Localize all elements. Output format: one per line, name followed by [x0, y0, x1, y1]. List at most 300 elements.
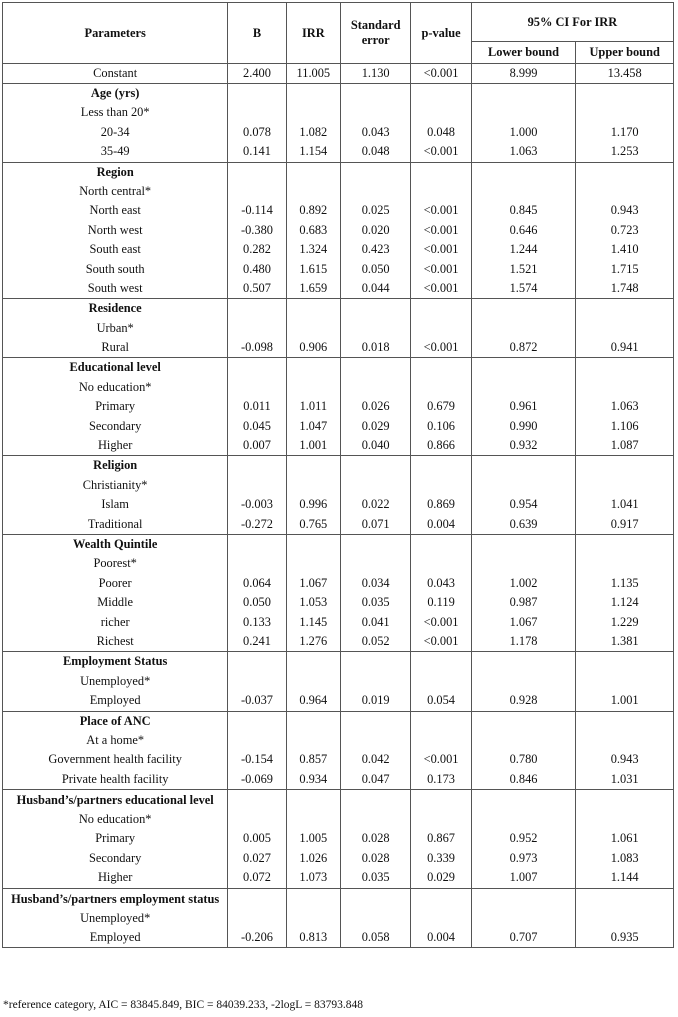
- cell-lower: 1.574: [509, 280, 538, 295]
- cell-upper: [578, 182, 671, 201]
- constant-label: Constant: [3, 64, 228, 84]
- cell-lower: 1.178: [509, 633, 538, 648]
- row-label: Poorest*: [93, 556, 137, 571]
- column-p: [411, 162, 471, 299]
- column-p: [411, 652, 471, 711]
- cell-lower: 0.780: [509, 752, 538, 767]
- column-se: [340, 358, 410, 456]
- cell-irr: [289, 319, 338, 338]
- cell-se: 0.028: [361, 850, 390, 865]
- cell-upper: 1.001: [610, 693, 639, 708]
- cell-lower: 0.987: [509, 595, 538, 610]
- cell-irr: 1.324: [299, 242, 328, 257]
- cell-irr: 1.615: [299, 261, 328, 276]
- cell-p: 0.339: [427, 850, 455, 865]
- group-title: Employment Status: [63, 654, 168, 669]
- cell-b: 0.064: [243, 575, 271, 590]
- row-label: Government health facility: [48, 752, 182, 767]
- cell-b: 0.133: [243, 614, 271, 629]
- group-labels: [3, 162, 228, 299]
- row-label: Unemployed*: [80, 910, 151, 925]
- cell-irr: 1.145: [299, 614, 328, 629]
- column-b: [228, 299, 286, 358]
- cell-b: 0.050: [243, 595, 271, 610]
- cell-irr: 1.053: [299, 595, 328, 610]
- cell-lower: 0.928: [509, 693, 538, 708]
- variable-group: [3, 711, 674, 790]
- variable-group: [3, 888, 674, 948]
- group-title: Residence: [88, 301, 142, 316]
- column-upper: [576, 534, 674, 651]
- column-lower: [471, 534, 576, 651]
- cell-se: [343, 672, 408, 691]
- cell-b: -0.037: [240, 693, 273, 708]
- column-se: [340, 162, 410, 299]
- row-label: Richest: [96, 633, 134, 648]
- cell-lower: 0.952: [509, 831, 538, 846]
- cell-b: -0.069: [240, 771, 273, 786]
- row-label: No education*: [78, 812, 152, 827]
- cell-se: [343, 103, 408, 122]
- column-upper: [576, 299, 674, 358]
- header-p-value: p-value: [411, 3, 471, 64]
- cell-p: 0.029: [427, 870, 455, 885]
- cell-upper: [578, 378, 671, 397]
- cell-irr: [289, 182, 338, 201]
- cell-p: [413, 810, 468, 829]
- cell-irr: 1.047: [299, 418, 328, 433]
- cell-upper: [578, 476, 671, 495]
- cell-b: 0.241: [243, 633, 271, 648]
- group-labels: [3, 358, 228, 456]
- cell-p: <0.001: [423, 633, 459, 648]
- column-upper: [576, 652, 674, 711]
- cell-p: 0.119: [427, 595, 455, 610]
- cell-lower: [474, 909, 574, 928]
- row-label: Higher: [97, 870, 133, 885]
- cell-p: [413, 319, 468, 338]
- row-label: Secondary: [89, 850, 142, 865]
- cell-p: 0.679: [427, 399, 455, 414]
- column-b: [228, 456, 286, 535]
- cell-upper: 1.253: [610, 144, 639, 159]
- cell-upper: 1.031: [610, 771, 639, 786]
- irr-regression-table: [2, 2, 674, 948]
- column-upper: [576, 711, 674, 790]
- cell-upper: 0.943: [610, 752, 639, 767]
- cell-irr: [289, 672, 338, 691]
- cell-p: 0.054: [427, 693, 455, 708]
- cell-b: [230, 103, 283, 122]
- cell-irr: [289, 103, 338, 122]
- cell-irr: 0.934: [299, 771, 328, 786]
- cell-upper: 1.063: [610, 399, 639, 414]
- cell-upper: [578, 672, 671, 691]
- column-upper: [576, 888, 674, 948]
- cell-upper: [578, 554, 671, 573]
- cell-b: -0.003: [240, 497, 273, 512]
- cell-irr: 1.067: [299, 575, 328, 590]
- column-p: [411, 84, 471, 163]
- row-label: Rural: [101, 340, 129, 355]
- column-p: [411, 358, 471, 456]
- row-label: South east: [89, 242, 141, 257]
- cell-p: <0.001: [423, 752, 459, 767]
- cell-se: 0.042: [361, 752, 390, 767]
- column-irr: [286, 711, 340, 790]
- group-title: Age (yrs): [90, 86, 140, 100]
- cell-p: 0.004: [427, 516, 455, 531]
- cell-lower: [474, 731, 574, 750]
- cell-se: [343, 319, 408, 338]
- cell-upper: 0.943: [610, 203, 639, 218]
- cell-lower: [474, 182, 574, 201]
- column-se: [340, 299, 410, 358]
- column-p: [411, 534, 471, 651]
- column-b: [228, 888, 286, 948]
- row-label: Employed: [89, 930, 141, 945]
- cell-irr: 0.857: [299, 752, 328, 767]
- cell-p: 0.866: [427, 438, 455, 453]
- header-lower-bound: Lower bound: [471, 42, 576, 64]
- cell-p: <0.001: [423, 614, 459, 629]
- cell-se: [343, 378, 408, 397]
- group-title: Husband’s/partners employment status: [11, 891, 220, 906]
- cell-p: [413, 731, 468, 750]
- column-p: [411, 888, 471, 948]
- column-se: [340, 711, 410, 790]
- column-lower: [471, 888, 576, 948]
- header-irr: IRR: [286, 3, 340, 64]
- row-label: At a home*: [86, 732, 145, 747]
- cell-irr: [289, 810, 338, 829]
- column-irr: [286, 299, 340, 358]
- row-label: Poorer: [98, 575, 132, 590]
- cell-lower: 1.063: [509, 144, 538, 159]
- cell-irr: 0.765: [299, 516, 328, 531]
- column-se: [340, 888, 410, 948]
- cell-p: <0.001: [423, 203, 459, 218]
- row-label: Less than 20*: [80, 105, 150, 120]
- cell-b: 0.072: [243, 870, 271, 885]
- cell-lower: [474, 378, 574, 397]
- cell-p: 0.867: [427, 831, 455, 846]
- cell-irr: 1.276: [299, 633, 328, 648]
- cell-b: 0.045: [243, 418, 271, 433]
- cell-lower: 0.639: [509, 516, 538, 531]
- cell-se: 0.034: [361, 575, 390, 590]
- column-lower: [471, 162, 576, 299]
- cell-b: 0.480: [243, 261, 271, 276]
- cell-b: -0.098: [240, 340, 273, 355]
- group-labels: [3, 711, 228, 790]
- cell-se: [343, 810, 408, 829]
- cell-irr: 1.659: [299, 280, 328, 295]
- cell-se: 0.050: [361, 261, 390, 276]
- cell-lower: 0.990: [509, 418, 538, 433]
- column-p: [411, 790, 471, 889]
- cell-lower: [474, 103, 574, 122]
- row-label: South south: [85, 261, 145, 276]
- cell-b: [230, 319, 283, 338]
- row-label: North east: [89, 203, 141, 218]
- cell-b: 0.507: [243, 280, 271, 295]
- cell-upper: 1.229: [610, 614, 639, 629]
- cell-p: <0.001: [423, 340, 459, 355]
- cell-upper: 1.041: [610, 497, 639, 512]
- cell-se: 0.423: [361, 242, 390, 257]
- column-b: [228, 790, 286, 889]
- row-label: South west: [87, 280, 143, 295]
- cell-upper: 1.106: [610, 418, 639, 433]
- cell-p: 0.004: [427, 930, 455, 945]
- header-upper-bound: Upper bound: [576, 42, 674, 64]
- cell-irr: 0.813: [299, 930, 328, 945]
- cell-se: 0.044: [361, 280, 390, 295]
- cell-b: [230, 810, 283, 829]
- header-b: B: [228, 3, 286, 64]
- row-label: North central*: [79, 183, 152, 198]
- cell-lower: 0.707: [509, 930, 538, 945]
- cell-upper: 1.124: [610, 595, 639, 610]
- constant-row: [3, 64, 674, 84]
- cell-p: [413, 378, 468, 397]
- cell-b: [230, 476, 283, 495]
- cell-irr: [289, 554, 338, 573]
- variable-group: [3, 299, 674, 358]
- group-title: Place of ANC: [79, 713, 151, 728]
- cell-se: 0.052: [361, 633, 390, 648]
- cell-p: [413, 672, 468, 691]
- cell-b: 0.027: [243, 850, 271, 865]
- group-labels: [3, 888, 228, 948]
- cell-upper: 1.381: [610, 633, 639, 648]
- row-label: No education*: [78, 379, 152, 394]
- cell-lower: 1.244: [509, 242, 538, 257]
- table-body: [3, 64, 674, 948]
- cell-irr: 0.964: [299, 693, 328, 708]
- column-se: [340, 456, 410, 535]
- cell-b: 0.282: [243, 242, 271, 257]
- cell-lower: 0.954: [509, 497, 538, 512]
- row-label: Private health facility: [61, 771, 169, 786]
- cell-b: -0.380: [240, 222, 273, 237]
- column-upper: [576, 790, 674, 889]
- cell-irr: 0.683: [299, 222, 328, 237]
- cell-irr: 0.906: [299, 340, 328, 355]
- cell-upper: 1.083: [610, 850, 639, 865]
- column-b: [228, 358, 286, 456]
- cell-p: <0.001: [423, 261, 459, 276]
- cell-lower: [474, 319, 574, 338]
- row-label: 35-49: [100, 144, 130, 159]
- column-se: [340, 652, 410, 711]
- cell-upper: 1.715: [610, 261, 639, 276]
- cell-b: [230, 378, 283, 397]
- row-label: North west: [87, 222, 143, 237]
- constant-lower: 8.999: [471, 64, 576, 84]
- cell-p: [413, 554, 468, 573]
- cell-upper: 0.935: [610, 930, 639, 945]
- column-se: [340, 534, 410, 651]
- cell-b: [230, 672, 283, 691]
- group-labels: [3, 84, 228, 163]
- cell-se: 0.043: [361, 124, 390, 139]
- column-b: [228, 711, 286, 790]
- cell-b: 0.007: [243, 438, 271, 453]
- cell-upper: 1.135: [610, 575, 639, 590]
- cell-upper: 1.061: [610, 831, 639, 846]
- cell-irr: 1.026: [299, 850, 328, 865]
- cell-b: -0.272: [240, 516, 273, 531]
- row-label: richer: [100, 614, 130, 629]
- cell-b: -0.114: [241, 203, 273, 218]
- column-upper: [576, 162, 674, 299]
- cell-se: 0.028: [361, 831, 390, 846]
- cell-irr: 1.073: [299, 870, 328, 885]
- cell-p: [413, 476, 468, 495]
- cell-se: 0.035: [361, 595, 390, 610]
- cell-p: <0.001: [423, 144, 459, 159]
- column-irr: [286, 456, 340, 535]
- cell-se: 0.071: [361, 516, 390, 531]
- column-irr: [286, 358, 340, 456]
- row-label: Primary: [95, 831, 136, 846]
- cell-p: <0.001: [423, 222, 459, 237]
- cell-p: 0.043: [427, 575, 455, 590]
- cell-b: 0.141: [243, 144, 271, 159]
- group-title: Educational level: [69, 360, 161, 375]
- cell-se: 0.029: [361, 418, 390, 433]
- cell-lower: 0.932: [509, 438, 538, 453]
- cell-b: [230, 554, 283, 573]
- cell-b: 0.005: [243, 831, 271, 846]
- cell-b: -0.206: [240, 930, 273, 945]
- cell-irr: 1.154: [299, 144, 328, 159]
- cell-irr: 1.001: [299, 438, 328, 453]
- variable-group: [3, 456, 674, 535]
- cell-irr: [289, 909, 338, 928]
- cell-upper: 0.723: [610, 222, 639, 237]
- cell-se: 0.018: [361, 340, 390, 355]
- cell-se: 0.047: [361, 771, 390, 786]
- constant-p: <0.001: [411, 64, 471, 84]
- cell-upper: 0.917: [610, 516, 639, 531]
- cell-upper: 1.410: [610, 242, 639, 257]
- column-b: [228, 84, 286, 163]
- column-upper: [576, 358, 674, 456]
- cell-se: 0.019: [361, 693, 390, 708]
- cell-se: [343, 554, 408, 573]
- row-label: Primary: [95, 399, 136, 414]
- cell-se: 0.020: [361, 222, 390, 237]
- cell-p: [413, 182, 468, 201]
- column-b: [228, 162, 286, 299]
- column-irr: [286, 84, 340, 163]
- cell-se: 0.025: [361, 203, 390, 218]
- variable-group: [3, 358, 674, 456]
- cell-se: [343, 476, 408, 495]
- cell-irr: 1.005: [299, 831, 328, 846]
- row-label: 20-34: [100, 124, 130, 139]
- cell-lower: 1.067: [509, 614, 538, 629]
- cell-p: <0.001: [423, 242, 459, 257]
- column-upper: [576, 84, 674, 163]
- column-se: [340, 790, 410, 889]
- variable-group: [3, 790, 674, 889]
- row-label: Middle: [97, 595, 134, 610]
- cell-irr: 1.082: [299, 124, 328, 139]
- row-label: Secondary: [89, 418, 142, 433]
- cell-upper: [578, 103, 671, 122]
- cell-se: 0.026: [361, 399, 390, 414]
- variable-group: [3, 84, 674, 163]
- cell-se: 0.041: [361, 614, 390, 629]
- cell-lower: 0.973: [509, 850, 538, 865]
- cell-p: 0.106: [427, 418, 455, 433]
- group-labels: [3, 652, 228, 711]
- cell-upper: 1.087: [610, 438, 639, 453]
- cell-p: [413, 103, 468, 122]
- group-labels: [3, 534, 228, 651]
- column-b: [228, 652, 286, 711]
- cell-irr: [289, 731, 338, 750]
- group-labels: [3, 790, 228, 889]
- cell-lower: 0.845: [509, 203, 538, 218]
- cell-b: 0.078: [243, 124, 271, 139]
- column-lower: [471, 299, 576, 358]
- cell-upper: 1.144: [610, 870, 639, 885]
- group-labels: [3, 299, 228, 358]
- cell-se: 0.040: [361, 438, 390, 453]
- cell-b: 0.011: [243, 399, 271, 414]
- constant-upper: 13.458: [576, 64, 674, 84]
- group-labels: [3, 456, 228, 535]
- cell-se: [343, 909, 408, 928]
- cell-lower: 1.000: [509, 124, 538, 139]
- variable-group: [3, 652, 674, 711]
- cell-se: 0.048: [361, 144, 390, 159]
- column-lower: [471, 790, 576, 889]
- group-title: Husband’s/partners educational level: [16, 793, 214, 808]
- cell-irr: [289, 476, 338, 495]
- column-lower: [471, 652, 576, 711]
- row-label: Unemployed*: [80, 673, 151, 688]
- column-irr: [286, 888, 340, 948]
- cell-se: 0.058: [361, 930, 390, 945]
- cell-lower: 1.002: [509, 575, 538, 590]
- column-lower: [471, 358, 576, 456]
- cell-upper: 1.748: [610, 280, 639, 295]
- group-title: Wealth Quintile: [72, 536, 158, 551]
- cell-upper: [578, 810, 671, 829]
- variable-group: [3, 162, 674, 299]
- cell-upper: [578, 319, 671, 338]
- cell-irr: 0.996: [299, 497, 328, 512]
- cell-se: 0.022: [361, 497, 390, 512]
- cell-b: -0.154: [240, 752, 273, 767]
- cell-se: [343, 182, 408, 201]
- cell-p: 0.869: [427, 497, 455, 512]
- cell-se: [343, 731, 408, 750]
- cell-upper: [578, 909, 671, 928]
- column-lower: [471, 711, 576, 790]
- cell-b: [230, 182, 283, 201]
- cell-lower: 0.961: [509, 399, 538, 414]
- footnote: *reference category, AIC = 83845.849, BIC = 84039.233, -2logL = 83793.848: [3, 999, 364, 1011]
- cell-lower: [474, 672, 574, 691]
- constant-b: 2.400: [228, 64, 286, 84]
